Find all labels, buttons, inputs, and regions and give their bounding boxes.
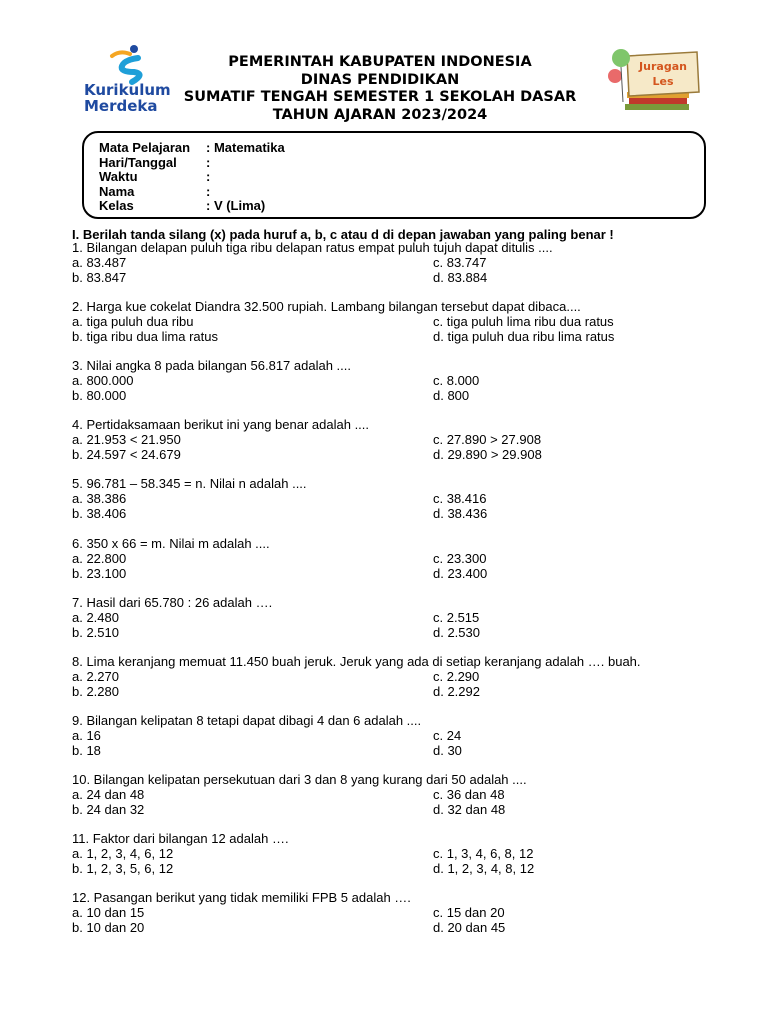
student-info-box bbox=[82, 131, 706, 219]
option-b: b. 2.510 bbox=[72, 624, 119, 640]
option-b: b. 2.280 bbox=[72, 683, 119, 699]
question-7 bbox=[72, 596, 712, 640]
option-a: a. 10 dan 15 bbox=[72, 904, 145, 920]
question-4 bbox=[72, 418, 712, 462]
option-row bbox=[72, 921, 712, 936]
option-row bbox=[72, 862, 712, 877]
option-d: d. 32 dan 48 bbox=[433, 801, 506, 817]
info-label: Kelas bbox=[99, 198, 134, 213]
info-value: : V (Lima) bbox=[206, 198, 266, 213]
title-line-4: TAHUN AJARAN 2023/2024 bbox=[272, 106, 488, 123]
question-8 bbox=[72, 655, 712, 699]
option-b: b. 1, 2, 3, 5, 6, 12 bbox=[72, 860, 174, 876]
title-line-1: PEMERINTAH KABUPATEN INDONESIA bbox=[228, 54, 532, 70]
option-d: d. 29.890 > 29.908 bbox=[433, 446, 542, 462]
question-text: 4. Pertidaksamaan berikut ini yang benar adalah .... bbox=[72, 417, 370, 432]
question-11 bbox=[72, 832, 712, 876]
juragan-les-logo bbox=[607, 46, 707, 116]
title-line-2: DINAS PENDIDIKAN bbox=[300, 71, 460, 88]
logo-text-les: Les bbox=[652, 75, 674, 88]
info-label: Waktu bbox=[99, 169, 138, 184]
option-row bbox=[72, 626, 712, 641]
option-row bbox=[72, 374, 712, 389]
logo-text-merdeka: Merdeka bbox=[84, 97, 158, 115]
option-a: a. 1, 2, 3, 4, 6, 12 bbox=[72, 845, 174, 861]
option-b: b. 10 dan 20 bbox=[72, 919, 145, 935]
option-d: d. 1, 2, 3, 4, 8, 12 bbox=[433, 860, 535, 876]
option-row bbox=[72, 788, 712, 803]
option-row bbox=[72, 567, 712, 582]
option-a: a. 38.386 bbox=[72, 490, 127, 506]
option-row bbox=[72, 744, 712, 759]
option-row bbox=[72, 271, 712, 286]
option-c: c. 24 bbox=[433, 727, 462, 743]
option-row bbox=[72, 670, 712, 685]
question-12 bbox=[72, 891, 712, 935]
question-3 bbox=[72, 359, 712, 403]
question-1 bbox=[72, 241, 712, 285]
option-d: d. 83.884 bbox=[433, 269, 488, 285]
question-5 bbox=[72, 477, 712, 521]
option-b: b. 80.000 bbox=[72, 387, 127, 403]
question-text: 3. Nilai angka 8 pada bilangan 56.817 adalah .... bbox=[72, 358, 351, 373]
option-c: c. 83.747 bbox=[433, 254, 487, 270]
option-row bbox=[72, 507, 712, 522]
question-text: 5. 96.781 – 58.345 = n. Nilai n adalah .... bbox=[72, 476, 307, 491]
option-row bbox=[72, 847, 712, 862]
option-row bbox=[72, 729, 712, 744]
option-b: b. tiga ribu dua lima ratus bbox=[72, 328, 218, 344]
option-row bbox=[72, 906, 712, 921]
option-a: a. tiga puluh dua ribu bbox=[72, 313, 194, 329]
option-c: c. 36 dan 48 bbox=[433, 786, 505, 802]
option-c: c. 2.515 bbox=[433, 609, 480, 625]
question-10 bbox=[72, 773, 712, 817]
question-6 bbox=[72, 537, 712, 581]
info-value: : bbox=[206, 183, 211, 199]
instruction-text: I. Berilah tanda silang (x) pada huruf a, b, c atau d di depan jawaban yang paling benar ! bbox=[72, 227, 614, 242]
kurikulum-merdeka-logo bbox=[80, 44, 170, 114]
option-row bbox=[72, 389, 712, 404]
info-value: : bbox=[206, 154, 211, 170]
option-c: c. 38.416 bbox=[433, 490, 487, 506]
option-b: b. 38.406 bbox=[72, 505, 127, 521]
option-a: a. 21.953 < 21.950 bbox=[72, 431, 181, 447]
option-row bbox=[72, 552, 712, 567]
option-b: b. 83.847 bbox=[72, 269, 127, 285]
option-row bbox=[72, 433, 712, 448]
kurikulum-merdeka-mark-icon bbox=[94, 44, 154, 86]
option-b: b. 18 bbox=[72, 742, 101, 758]
option-d: d. 20 dan 45 bbox=[433, 919, 506, 935]
document-title bbox=[160, 54, 600, 124]
option-row bbox=[72, 611, 712, 626]
info-value: : bbox=[206, 169, 211, 184]
info-label: Mata Pelajaran bbox=[99, 140, 191, 155]
option-row bbox=[72, 685, 712, 700]
option-row bbox=[72, 448, 712, 463]
question-text: 11. Faktor dari bilangan 12 adalah …. bbox=[72, 831, 289, 846]
option-c: c. tiga puluh lima ribu dua ratus bbox=[433, 313, 614, 329]
question-text: 1. Bilangan delapan puluh tiga ribu delapan ratus empat puluh tujuh dapat ditulis .... bbox=[72, 240, 553, 255]
option-a: a. 2.270 bbox=[72, 668, 119, 684]
option-a: a. 22.800 bbox=[72, 550, 127, 566]
option-a: a. 800.000 bbox=[72, 372, 134, 388]
title-line-3: SUMATIF TENGAH SEMESTER 1 SEKOLAH DASAR bbox=[183, 89, 577, 105]
option-d: d. 2.530 bbox=[433, 624, 480, 640]
option-d: d. 30 bbox=[433, 742, 462, 758]
question-text: 9. Bilangan kelipatan 8 tetapi dapat dibagi 4 dan 6 adalah .... bbox=[72, 713, 422, 728]
question-text: 8. Lima keranjang memuat 11.450 buah jeruk. Jeruk yang ada di setiap keranjang adalah …. buah. bbox=[72, 654, 641, 669]
question-9 bbox=[72, 714, 712, 758]
option-c: c. 27.890 > 27.908 bbox=[433, 431, 542, 447]
option-d: d. 23.400 bbox=[433, 565, 488, 581]
option-row bbox=[72, 492, 712, 507]
option-c: c. 23.300 bbox=[433, 550, 487, 566]
page-header bbox=[0, 0, 768, 135]
info-label: Hari/Tanggal bbox=[99, 154, 177, 170]
option-c: c. 8.000 bbox=[433, 372, 480, 388]
info-label: Nama bbox=[99, 183, 135, 199]
option-a: a. 83.487 bbox=[72, 254, 127, 270]
option-b: b. 24 dan 32 bbox=[72, 801, 145, 817]
option-b: b. 23.100 bbox=[72, 565, 127, 581]
option-row bbox=[72, 330, 712, 345]
question-text: 12. Pasangan berikut yang tidak memiliki FPB 5 adalah …. bbox=[72, 890, 411, 905]
option-c: c. 15 dan 20 bbox=[433, 904, 505, 920]
option-d: d. tiga puluh dua ribu lima ratus bbox=[433, 328, 615, 344]
question-text: 7. Hasil dari 65.780 : 26 adalah …. bbox=[72, 595, 273, 610]
question-text: 6. 350 x 66 = m. Nilai m adalah .... bbox=[72, 536, 270, 551]
option-d: d. 38.436 bbox=[433, 505, 488, 521]
question-2 bbox=[72, 300, 712, 344]
option-c: c. 2.290 bbox=[433, 668, 480, 684]
question-text: 10. Bilangan kelipatan persekutuan dari 3 dan 8 yang kurang dari 50 adalah .... bbox=[72, 772, 527, 787]
option-d: d. 800 bbox=[433, 387, 470, 403]
option-row bbox=[72, 803, 712, 818]
option-row bbox=[72, 315, 712, 330]
option-b: b. 24.597 < 24.679 bbox=[72, 446, 181, 462]
juragan-les-logo-graphic bbox=[607, 46, 707, 116]
option-d: d. 2.292 bbox=[433, 683, 480, 699]
logo-text-juragan: Juragan bbox=[639, 60, 687, 73]
info-value: : Matematika bbox=[206, 140, 285, 155]
option-c: c. 1, 3, 4, 6, 8, 12 bbox=[433, 845, 534, 861]
logo-text-kurikulum: Kurikulum bbox=[84, 81, 171, 99]
option-row bbox=[72, 256, 712, 271]
option-a: a. 2.480 bbox=[72, 609, 119, 625]
question-text: 2. Harga kue cokelat Diandra 32.500 rupiah. Lambang bilangan tersebut dapat dibaca.... bbox=[72, 299, 581, 314]
option-a: a. 16 bbox=[72, 727, 101, 743]
option-a: a. 24 dan 48 bbox=[72, 786, 145, 802]
